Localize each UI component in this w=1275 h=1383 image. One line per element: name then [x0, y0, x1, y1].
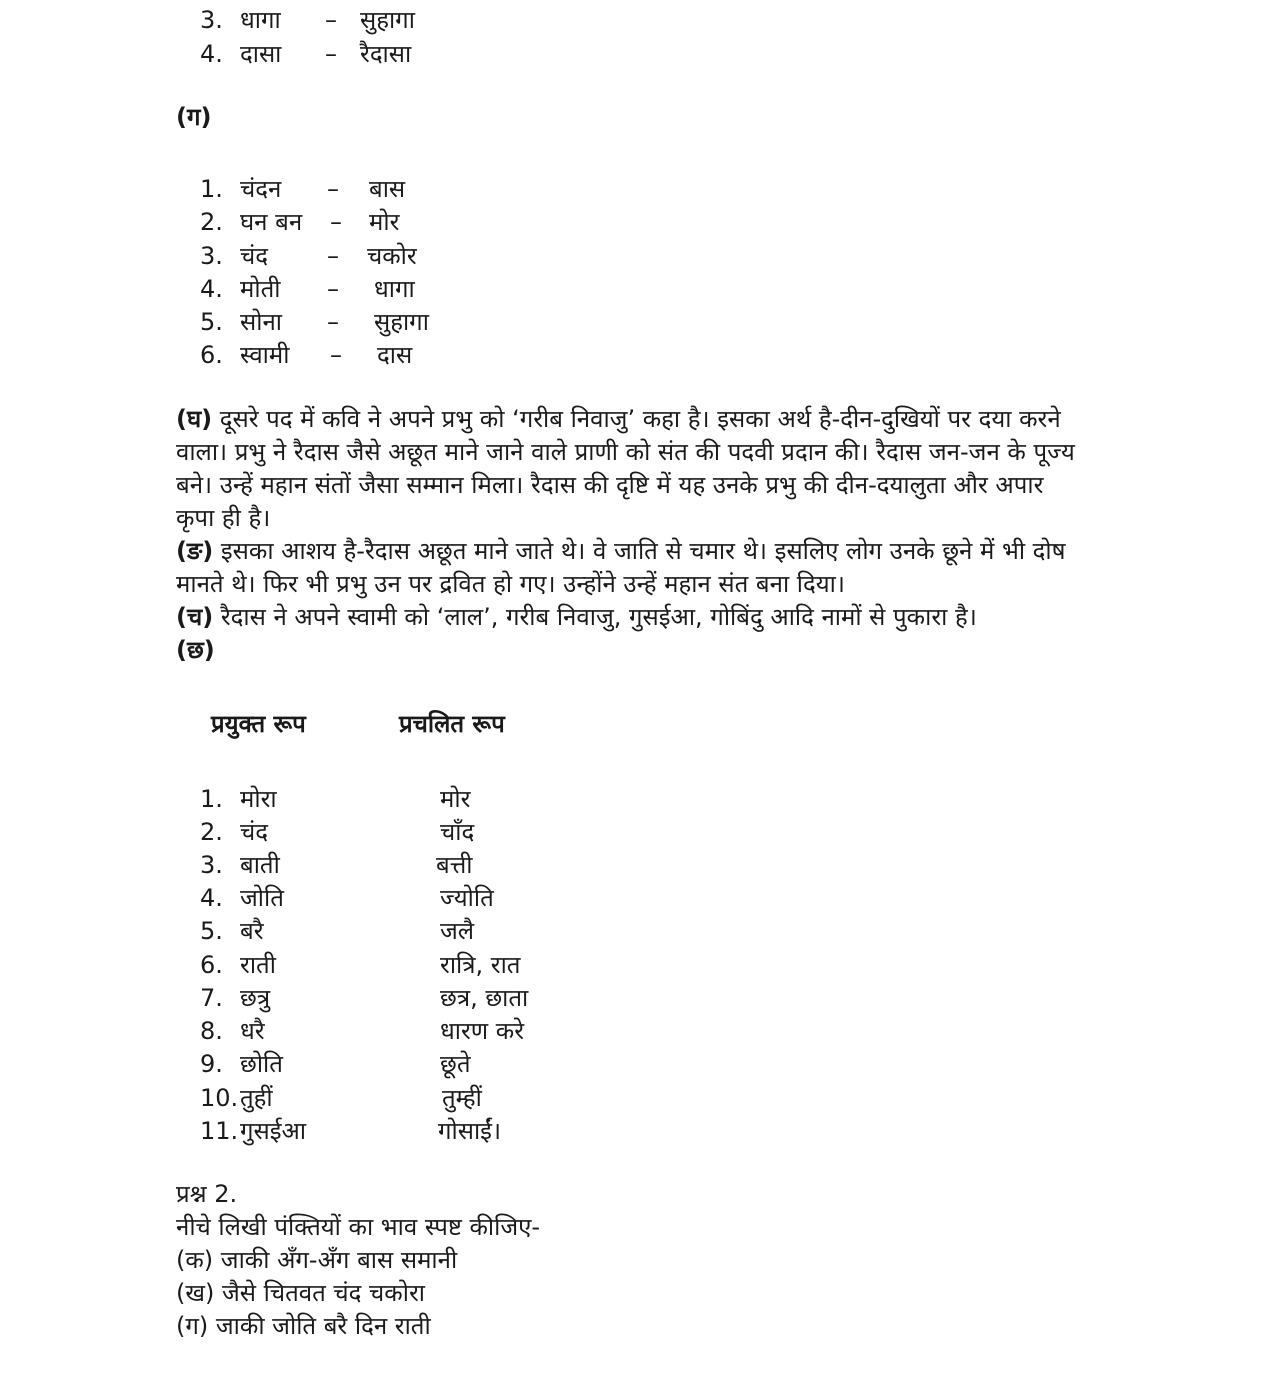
- item-number: 10.: [200, 1084, 239, 1112]
- item-number: 9.: [200, 1050, 223, 1078]
- used-form: बरै: [240, 917, 264, 945]
- answer-text: इसका आशय है-रैदास अछूत माने जाते थे। वे जाति से चमार थे। इसलिए लोग उनके छूने में भी दोष: [220, 537, 1066, 565]
- dash: –: [325, 6, 337, 34]
- answer-line: [176, 535, 1176, 568]
- pair-word-right: मोर: [369, 208, 400, 236]
- item-number: 3.: [200, 851, 223, 879]
- current-form: ज्योति: [440, 884, 494, 912]
- column-header-current-form: प्रचलित रूप: [399, 710, 505, 738]
- answer-line: [176, 601, 1176, 634]
- item-number: 3.: [200, 242, 223, 270]
- section-label-chha: (छ): [176, 636, 215, 664]
- item-number: 2.: [200, 208, 223, 236]
- current-form: छत्र, छाता: [440, 984, 529, 1012]
- current-form: धारण करे: [440, 1017, 525, 1045]
- pair-word-right: सुहागा: [374, 308, 429, 336]
- used-form: चंद: [240, 818, 268, 846]
- used-form: तुहीं: [240, 1084, 273, 1112]
- used-form: छत्रु: [240, 984, 271, 1012]
- answer-line: बने। उन्हें महान संतों जैसा सम्मान मिला। रैदास की दृष्टि में यह उनके प्रभु की दीन-दयालुता और अपार: [176, 471, 1044, 499]
- answer-line: मानते थे। फिर भी प्रभु उन पर द्रवित हो गए। उन्होंने उन्हें महान संत बना दिया।: [176, 570, 845, 598]
- item-number: 5.: [200, 308, 223, 336]
- item-number: 2.: [200, 818, 223, 846]
- pair-word-left: स्वामी: [240, 341, 290, 369]
- answer-cha: [176, 601, 1176, 634]
- current-form: तुम्हीं: [442, 1084, 482, 1112]
- question-item: (ग) जाकी जोति बरै दिन राती: [176, 1312, 431, 1340]
- item-number: 5.: [200, 917, 223, 945]
- pair-word-right: धागा: [374, 275, 415, 303]
- answer-text: दूसरे पद में कवि ने अपने प्रभु को ‘गरीब निवाजु’ कहा है। इसका अर्थ है-दीन-दुखियों पर दया करने: [219, 405, 1061, 433]
- question-item: (ख) जैसे चितवत चंद चकोरा: [176, 1279, 425, 1307]
- used-form: राती: [240, 951, 276, 979]
- pair-word-left: चंदन: [240, 175, 282, 203]
- pair-word-right: सुहागा: [360, 6, 415, 34]
- answer-label: (घ): [176, 405, 213, 433]
- question-2: [176, 1178, 1176, 1343]
- answer-label: (ङ): [176, 537, 214, 565]
- item-number: 4.: [200, 275, 223, 303]
- question-instruction: नीचे लिखी पंक्तियों का भाव स्पष्ट कीजिए-: [176, 1213, 541, 1241]
- pair-word-left: चंद: [240, 242, 268, 270]
- answer-label: (च): [176, 603, 214, 631]
- answer-line: कृपा ही है।: [176, 504, 271, 532]
- question-heading: प्रश्न 2.: [176, 1180, 238, 1208]
- pair-word-right: चकोर: [367, 242, 417, 270]
- current-form: बत्ती: [436, 851, 473, 879]
- item-number: 6.: [200, 951, 223, 979]
- pair-word-right: रैदासा: [360, 40, 412, 68]
- dash: –: [327, 308, 339, 336]
- item-number: 8.: [200, 1017, 223, 1045]
- current-form: रात्रि, रात: [440, 951, 521, 979]
- dash: –: [327, 275, 339, 303]
- column-header-used-form: प्रयुक्त रूप: [211, 710, 306, 738]
- item-number: 6.: [200, 341, 223, 369]
- dash: –: [327, 242, 339, 270]
- pair-word-left: धागा: [240, 6, 281, 34]
- used-form: छोति: [240, 1050, 283, 1078]
- used-form: गुसईआ: [240, 1117, 307, 1145]
- item-number: 1.: [200, 785, 223, 813]
- answer-line: [176, 403, 1176, 436]
- answer-nga: [176, 535, 1176, 601]
- used-form: जोति: [240, 884, 284, 912]
- current-form: चाँद: [440, 818, 475, 846]
- current-form: गोसाईं।: [438, 1117, 502, 1145]
- pair-word-left: सोना: [240, 308, 282, 336]
- item-number: 1.: [200, 175, 223, 203]
- pair-word-left: मोती: [240, 275, 281, 303]
- dash: –: [330, 208, 342, 236]
- question-item: (क) जाकी अँग-अँग बास समानी: [176, 1246, 458, 1274]
- current-form: छूते: [440, 1050, 471, 1078]
- pair-word-right: बास: [369, 175, 406, 203]
- section-label-ga: (ग): [176, 103, 212, 131]
- dash: –: [327, 175, 339, 203]
- item-number: 3.: [200, 6, 223, 34]
- item-number: 4.: [200, 884, 223, 912]
- current-form: मोर: [440, 785, 471, 813]
- item-number: 7.: [200, 984, 223, 1012]
- item-number: 11.: [200, 1117, 239, 1145]
- current-form: जलै: [440, 917, 475, 945]
- used-form: धरै: [240, 1017, 265, 1045]
- pair-word-left: घन बन: [240, 208, 303, 236]
- used-form: बाती: [240, 851, 280, 879]
- pair-word-left: दासा: [240, 40, 282, 68]
- answer-text: रैदास ने अपने स्वामी को ‘लाल’, गरीब निवाजु, गुसईआ, गोबिंदु आदि नामों से पुकारा है।: [220, 603, 977, 631]
- dash: –: [330, 341, 342, 369]
- item-number: 4.: [200, 40, 223, 68]
- answer-line: वाला। प्रभु ने रैदास जैसे अछूत माने जाने वाले प्राणी को संत की पदवी प्रदान की। रैदास जन-जन के पूज्य: [176, 438, 1075, 466]
- used-form: मोरा: [240, 785, 277, 813]
- answer-gha: [176, 403, 1176, 535]
- pair-word-right: दास: [377, 341, 413, 369]
- dash: –: [325, 40, 337, 68]
